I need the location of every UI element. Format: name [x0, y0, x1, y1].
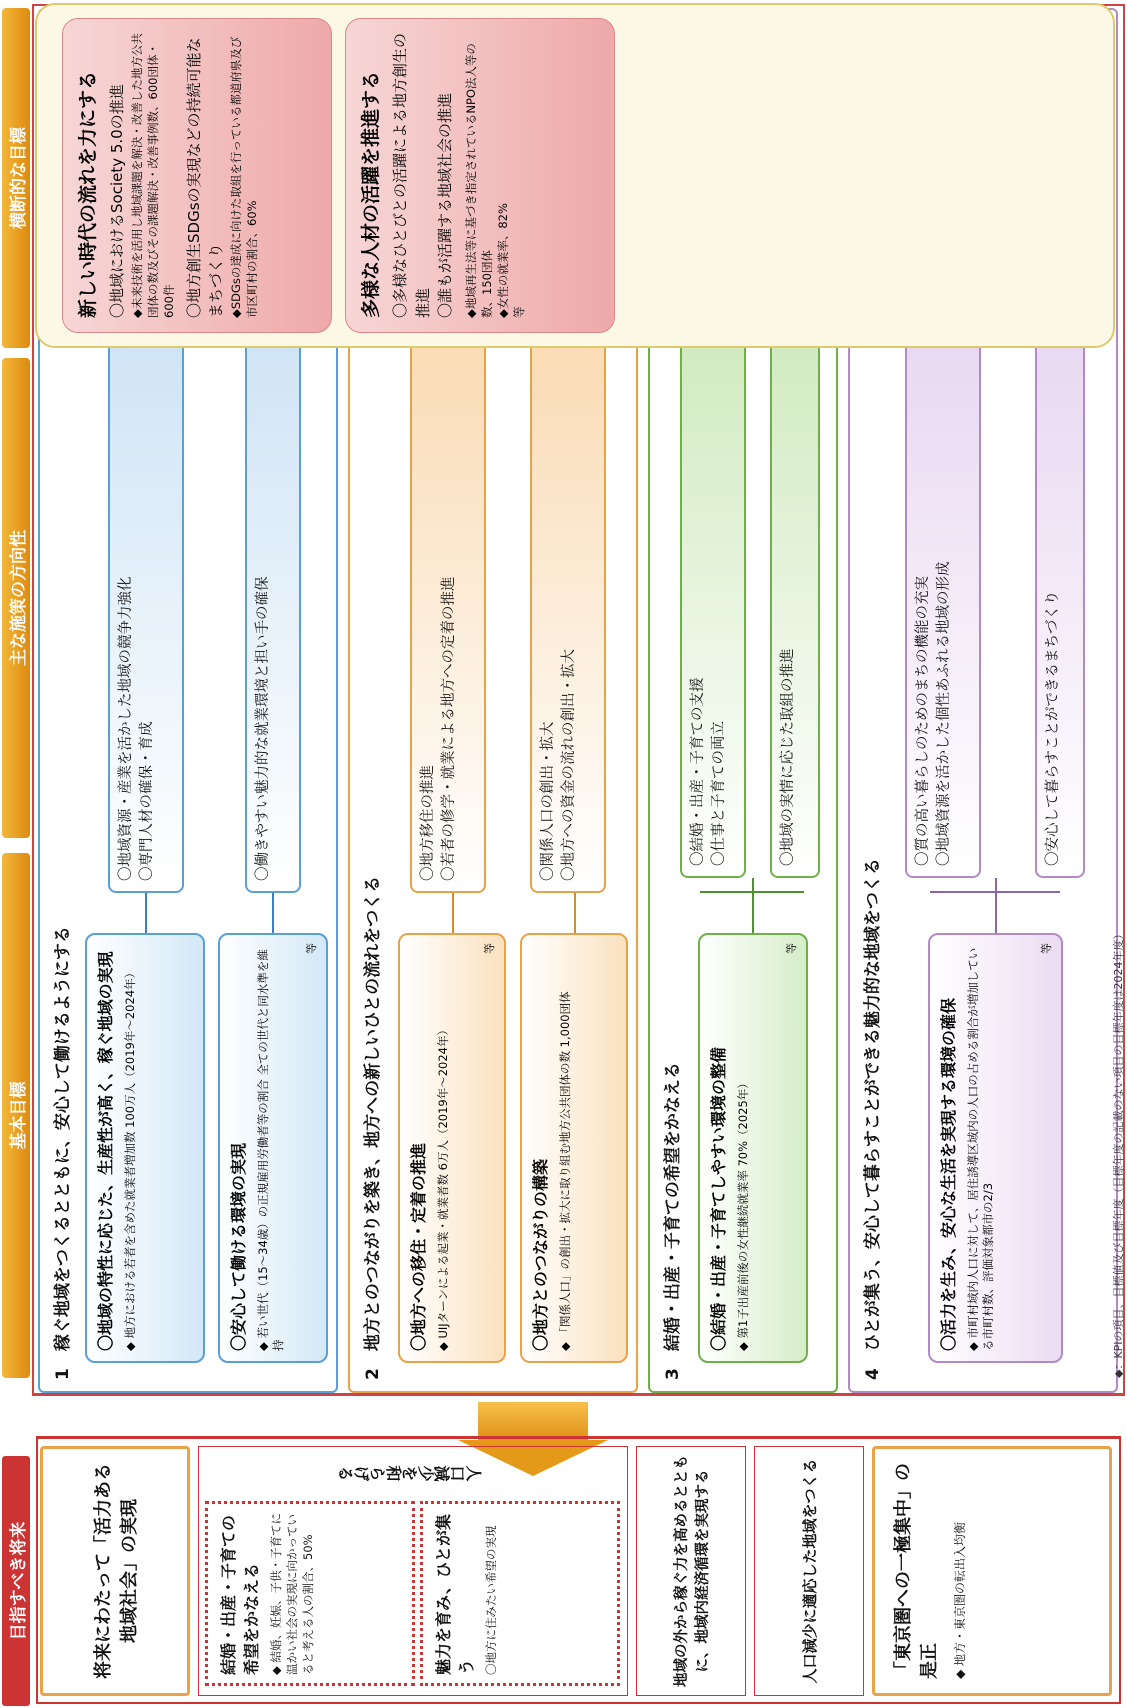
direction-3a [680, 313, 746, 878]
header-basic-goals: 基本目標 [2, 853, 30, 1378]
goal-2a-etc: 等 [483, 943, 497, 954]
header-directions: 主な施策の方向性 [2, 358, 30, 838]
cross-goal-new-era-kpi-1: ◆未来技術を活用し地域課題を解決・改善した地方公共団体の数及びその課題解決・改善事例数、600団体・600件 [129, 33, 176, 318]
future-marriage-goal-title: 結婚・出産・子育ての希望をかなえる [219, 1514, 261, 1675]
future-goal-vibrant-society: 将来にわたって「活力ある地域社会」の実現 [40, 1446, 190, 1696]
future-attract-goal-title: 魅力を育み、ひとが集う [434, 1514, 476, 1675]
header-cross-cutting: 横断的な目標 [2, 8, 30, 348]
connector-2a [452, 893, 454, 933]
future-earning-power: 地域の外から稼ぐ力を高めるとともに、地域内経済循環を実現する [636, 1446, 746, 1696]
theme-title-4 [858, 820, 882, 1380]
direction-4a-item-2: 〇地域資源を活かした個性あふれる地域の形成 [936, 561, 953, 866]
theme-text-3: 結婚・出産・子育ての希望をかなえる [663, 1062, 683, 1352]
connector-2b [574, 893, 576, 933]
goal-2b-title: 〇地方とのつながりの構築 [531, 1158, 550, 1351]
direction-3a-item-2: 〇仕事と子育ての両立 [711, 721, 728, 866]
goal-2a-kpi: ◆ UIJターンによる起業・就業者数 6万人（2019年～2024年） [435, 1024, 450, 1351]
goal-1a-title: 〇地域の特性に応じた、生産性が高く、稼ぐ地域の実現 [96, 951, 115, 1351]
direction-2b [530, 313, 606, 893]
cross-goal-diverse-talent-title: 多様な人材の活躍を推進する [360, 70, 382, 318]
future-tokyo-correction [872, 1446, 1112, 1696]
direction-1a-item-1: 〇地域資源・産業を活かした地域の競争力強化 [118, 576, 134, 881]
connector-3-branch [700, 891, 804, 893]
cross-goal-diverse-talent-item-2: 〇誰もが活躍する地域社会の推進 [436, 92, 454, 318]
theme-num-4: 4 [863, 1368, 883, 1380]
theme-title-1 [48, 820, 72, 1380]
goal-1a [85, 933, 205, 1363]
goal-1a-kpi: ◆ 地方における若者を含めた就業者増加数 100万人（2019年～2024年） [122, 966, 137, 1351]
direction-3b [770, 313, 820, 878]
connector-1b [272, 893, 274, 933]
future-mitigate-decline: 人口減少を和らげる [338, 1463, 482, 1483]
direction-2a [410, 313, 486, 893]
goal-3 [698, 933, 808, 1363]
direction-4b [1035, 313, 1085, 878]
future-marriage-goal-kpi: ◆ 結婚、妊娠、子供・子育てに温かい社会の実現に向かっていると考える人の割合、50% [269, 1513, 315, 1675]
connector-4-branch [930, 891, 1060, 893]
goal-2a [398, 933, 506, 1363]
goal-4 [928, 933, 1063, 1363]
cross-goal-new-era-title: 新しい時代の流れを力にする [77, 70, 99, 318]
cross-goal-new-era [62, 18, 332, 333]
future-tokyo-correction-title: 「東京圏への一極集中」の是正 [893, 1463, 940, 1679]
goal-3-kpi: ◆ 第1子出産前後の女性継続就業率 70%（2025年） [735, 1077, 750, 1351]
goal-3-title: 〇結婚・出産・子育てしやすい環境の整備 [709, 1046, 728, 1351]
cross-goal-new-era-item-2: 〇地方創生SDGsの実現などの持続可能なまちづくり [184, 37, 226, 318]
direction-2a-item-2: 〇若者の修学・就業による地方への定着の推進 [441, 576, 458, 881]
direction-3a-item-1: 〇結婚・出産・子育ての支援 [690, 677, 706, 866]
theme-text-2: 地方とのつながりを築き、地方への新しいひとの流れをつくる [363, 875, 383, 1352]
cross-goal-diverse-talent [345, 18, 615, 333]
direction-2b-item-2: 〇地方への資金の流れの創出・拡大 [561, 649, 578, 881]
future-tokyo-correction-kpi: ◆ 地方・東京圏の転出入均衡 [953, 1521, 967, 1679]
theme-num-1: 1 [53, 1368, 73, 1380]
goal-1b-title: 〇安心して働ける環境の実現 [229, 1142, 248, 1351]
cross-goal-diverse-talent-kpi-2: ◆女性の就業率、82% [495, 203, 510, 318]
future-adapt-decline: 人口減少に適応した地域をつくる [754, 1446, 864, 1696]
cross-goal-new-era-item-1: 〇地域におけるSociety 5.0の推進 [108, 84, 126, 318]
theme-num-2: 2 [363, 1368, 383, 1380]
future-marriage-goal [205, 1501, 415, 1686]
direction-1b [245, 313, 301, 893]
cross-goal-new-era-kpi-2: ◆SDGsの達成に向けた取組を行っている都道府県及び市区町村の割合、60% [228, 36, 259, 318]
goal-4-kpi: ◆ 市町村域内人口に対して、居住誘導区域内の人口の占める割合が増加している市町村数、評価対象都市の2/3 [965, 947, 996, 1351]
future-attract-goal [420, 1501, 620, 1686]
direction-3b-item-1: 〇地域の実情に応じた取組の推進 [780, 648, 796, 866]
theme-title-3 [658, 820, 682, 1380]
direction-4a-item-1: 〇質の高い暮らしのためのまちの機能の充実 [915, 576, 931, 866]
direction-2a-item-1: 〇地方移住の推進 [420, 765, 436, 881]
goal-1b-kpi: ◆ 若い世代（15～34歳）の正規雇用労働者等の割合 全ての世代と同水準を維持 [255, 949, 286, 1351]
direction-4b-item-1: 〇安心して暮らすことができるまちづくり [1045, 590, 1061, 866]
theme-title-2 [358, 820, 382, 1380]
goal-1b [218, 933, 328, 1363]
theme-text-4: ひとが集う、安心して暮らすことができる魅力的な地域をつくる [863, 858, 883, 1352]
goal-2a-title: 〇地方への移住・定着の推進 [409, 1142, 428, 1351]
goal-1b-etc: 等 [305, 943, 319, 954]
direction-1a-item-2: 〇専門人材の確保・育成 [139, 721, 156, 881]
cross-goal-diverse-talent-item-1: 〇多様なひとびとの活躍による地方創生の推進 [391, 32, 432, 318]
direction-1a [108, 313, 184, 893]
goal-2b [520, 933, 628, 1363]
direction-1b-item-1: 〇働きやすい魅力的な就業環境と担い手の確保 [255, 576, 271, 881]
connector-3 [752, 878, 754, 933]
connector-1a [145, 893, 147, 933]
goal-2b-kpi: ◆ 「関係人口」の創出・拡大に取り組む地方公共団体の数 1,000団体 [557, 991, 572, 1351]
connector-4 [995, 878, 997, 933]
goal-3-etc: 等 [785, 943, 799, 954]
header-future: 目指すべき将来 [2, 1456, 30, 1706]
goal-4-title: 〇活力を生み、安心な生活を実現する環境の確保 [939, 998, 958, 1351]
theme-text-1: 稼ぐ地域をつくるとともに、安心して働けるようにする [53, 926, 73, 1352]
direction-4a [905, 313, 981, 878]
direction-2b-item-1: 〇関係人口の創出・拡大 [540, 721, 556, 881]
theme-num-3: 3 [663, 1368, 683, 1380]
goal-4-etc: 等 [1040, 943, 1054, 954]
cross-goal-diverse-talent-kpi-1: ◆地域再生法等に基づき指定されているNPO法人等の数、150団体 [463, 43, 494, 318]
cross-goal-diverse-talent-kpi-etc: 等 [511, 306, 526, 318]
future-attract-goal-kpi: 〇地方に住みたい希望の実現 [484, 1525, 498, 1675]
footnote: ◆：KPIの項目、目標値及び目標年度（目標年度の記載のない項目の目標年度は2024年度） [1112, 928, 1125, 1378]
future-mitigate-decline-wrap [200, 1448, 620, 1498]
